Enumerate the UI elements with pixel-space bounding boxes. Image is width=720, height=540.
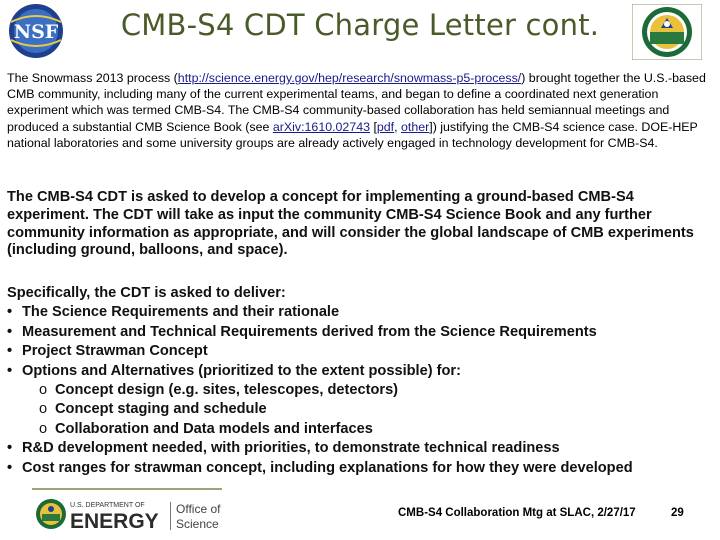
sub-list-item: o Concept design (e.g. sites, telescopes, detectors) <box>7 381 719 400</box>
charge-paragraph: The CMB-S4 CDT is asked to develop a concept for implementing a ground-based CMB-S4 experiment. The CDT will take as input the community CMB-S4 Science Book and any further community information as appropriate, and will consider the global landscape of CMB experiments (including ground, balloons, and space). <box>7 189 694 259</box>
intro-text-1: The Snowmass 2013 process ( <box>7 71 178 85</box>
nsf-logo-text: NSF <box>13 21 59 43</box>
bullet-icon: • <box>7 304 13 321</box>
intro-paragraph <box>7 70 717 151</box>
intro-text-5: ]) justifying the CMB-S4 science case. DOE-HEP national laboratories and some university groups are already actively engaged in technology development for CMB-S4. <box>7 119 698 150</box>
intro-text-3: [ <box>370 119 377 134</box>
sub-bullet-icon: o <box>39 382 48 399</box>
deliverables-list <box>7 284 719 478</box>
bullet-icon: • <box>7 362 13 379</box>
sub-list-item: o Collaboration and Data models and interfaces <box>7 420 719 439</box>
doe-seal-icon <box>632 4 702 60</box>
intro-text-2: ) brought together the U.S.-based CMB community, including many of the current experimental teams, and began to define a coordinated next generation experiment which was termed CMB-S4. The CMB-S4 community-based collaboration has held semiannual meetings and produced a substantial CMB Science Book (see <box>7 71 706 134</box>
page-number: 29 <box>671 507 684 519</box>
sub-bullet-icon: o <box>39 420 48 437</box>
snowmass-link[interactable]: http://science.energy.gov/hep/research/snowmass-p5-process/ <box>177 71 522 85</box>
list-item: • The Science Requirements and their rationale <box>7 303 719 322</box>
bullet-icon: • <box>7 343 13 360</box>
doe-office-of-science-logo <box>34 494 234 534</box>
list-item: • Measurement and Technical Requirements derived from the Science Requirements <box>7 323 719 342</box>
footer-energy-text: ENERGY <box>70 510 159 533</box>
other-link[interactable]: other <box>401 119 430 134</box>
footer-office-text: Office of <box>176 502 221 516</box>
list-item: • Project Strawman Concept <box>7 342 719 361</box>
list-item: • Options and Alternatives (prioritized to the extent possible) for: <box>7 362 719 381</box>
list-item: • Cost ranges for strawman concept, including explanations for how they were developed <box>7 459 719 478</box>
bullet-icon: • <box>7 459 13 476</box>
footer-science-text: Science <box>176 517 219 531</box>
bullet-icon: • <box>7 440 13 457</box>
page-title: CMB-S4 CDT Charge Letter cont. <box>120 8 600 42</box>
bullet-icon: • <box>7 323 13 340</box>
list-item: • R&D development needed, with priorities, to demonstrate technical readiness <box>7 439 719 458</box>
deliverables-heading: Specifically, the CDT is asked to deliver: <box>7 285 286 301</box>
sub-list-item: o Concept staging and schedule <box>7 400 719 419</box>
arxiv-link[interactable]: arXiv:1610.02743 <box>272 119 370 134</box>
pdf-link[interactable]: pdf <box>376 119 395 134</box>
footer-dept-text: U.S. DEPARTMENT OF <box>70 502 145 509</box>
footer-divider <box>32 488 222 490</box>
intro-text-4: , <box>394 119 402 134</box>
footer-meeting-text: CMB-S4 Collaboration Mtg at SLAC, 2/27/17 <box>398 507 636 519</box>
sub-bullet-icon: o <box>39 401 48 418</box>
